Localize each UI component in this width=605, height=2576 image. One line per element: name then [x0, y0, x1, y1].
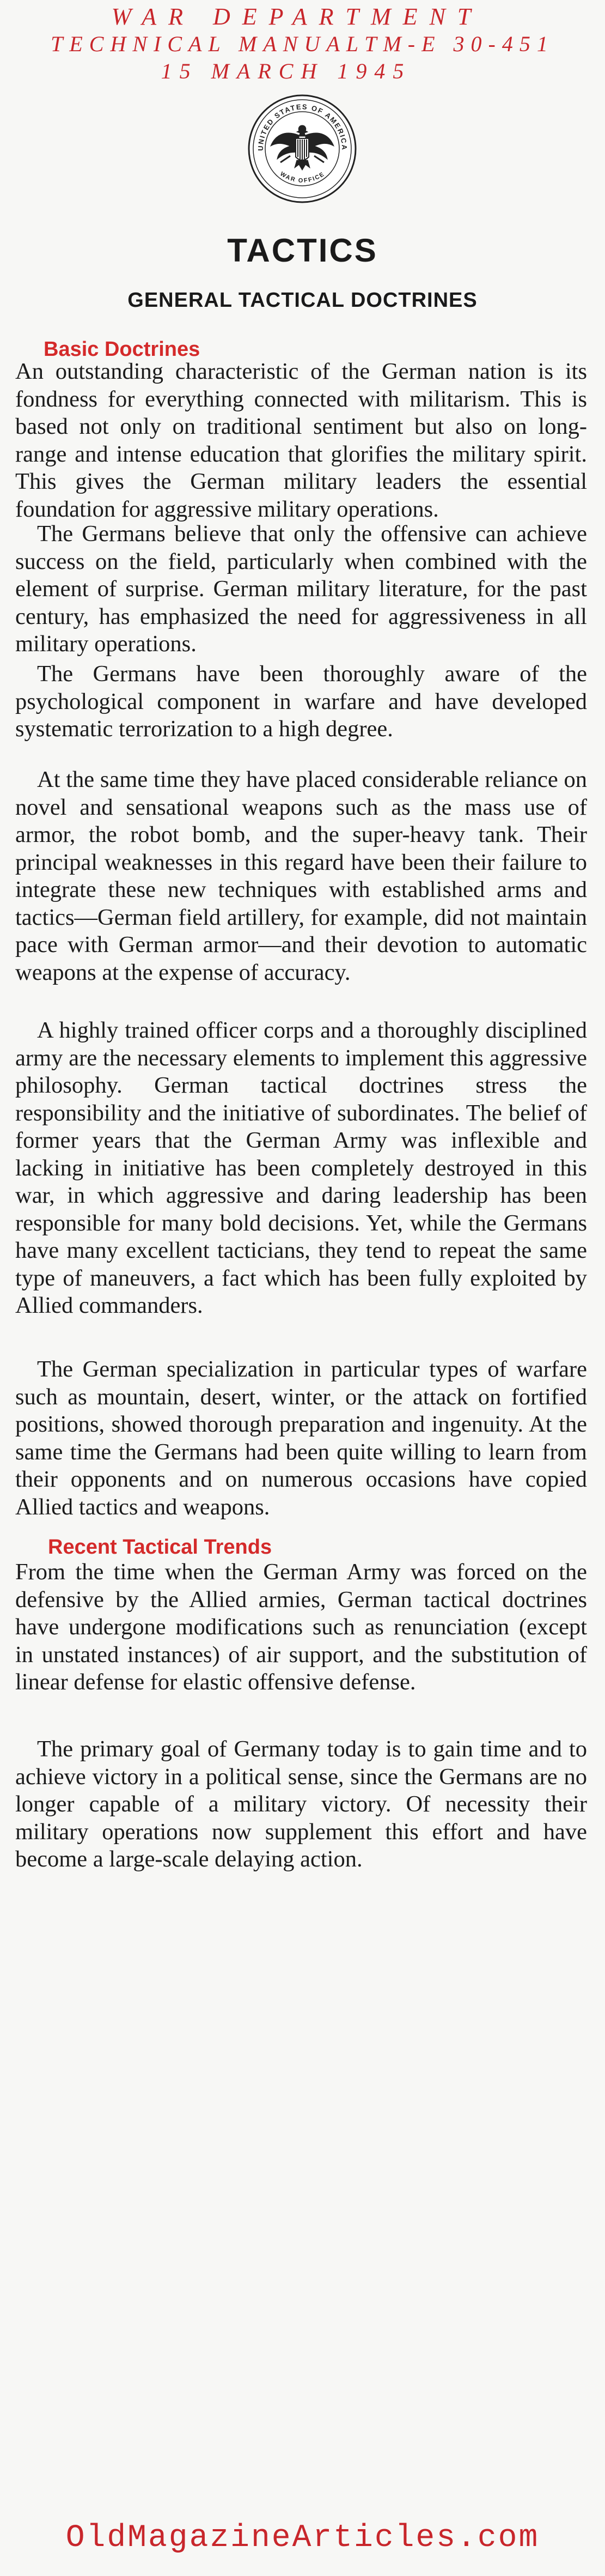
paragraph: The German specialization in particular types of warfare such as mountain, desert, winter, or the attack on fortified positions, showed thorough preparation and ingenuity. At the same time the Germans had been quite willing to learn from their opponents and on numerous occasions have copied Allied tactics and weapons.: [15, 1356, 587, 1520]
article-title: TACTICS: [227, 232, 378, 269]
svg-text:WAR OFFICE: WAR OFFICE: [279, 171, 326, 184]
header-line-department: WAR DEPARTMENT: [111, 3, 483, 30]
document-header: [0, 3, 605, 85]
war-office-seal-icon: [247, 92, 358, 206]
section-heading-basic-doctrines: Basic Doctrines: [44, 338, 200, 361]
header-line-manual: TECHNICAL MANUALTM-E 30-451: [51, 32, 554, 56]
paragraph: A highly trained officer corps and a thoroughly disciplined army are the necessary elements to implement this aggressive philosophy. German tactical doctrines stress the responsibility and the initiative of subordinates. The belief of former years that the German Army was inflexible and lacking in initiative has been completely destroyed in this war, in which aggressive and daring leadership has been responsible for many bold decisions. Yet, while the Germans have many excellent tacticians, they tend to repeat the same type of maneuvers, a fact which has been fully exploited by Allied commanders.: [15, 1017, 587, 1318]
svg-text:UNITED STATES OF AMERICA: UNITED STATES OF AMERICA: [256, 102, 349, 151]
section-heading-recent-tactical-trends: Recent Tactical Trends: [48, 1536, 272, 1559]
header-line-date: 15 MARCH 1945: [161, 59, 412, 83]
paragraph: An outstanding characteristic of the German nation is its fondness for everything connected with militarism. This is based not only on traditional sentiment but also on long-range and intense education that glorifies the military spirit. This gives the German military leaders the essential foundation for aggressive military operations.: [15, 359, 587, 522]
article-subtitle: GENERAL TACTICAL DOCTRINES: [127, 289, 478, 312]
paragraph: The primary goal of Germany today is to gain time and to achieve victory in a political sense, since the Germans are no longer capable of a military victory. Of necessity their military operations now supplement this effort and have become a large-scale delaying action.: [15, 1736, 587, 1872]
site-footer: OldMagazineArticles.com: [65, 2520, 540, 2556]
paragraph: At the same time they have placed considerable reliance on novel and sensational weapons such as the mass use of armor, the robot bomb, and the super-heavy tank. Their principal weaknesses in this regard have been their failure to integrate these new techniques with established arms and tactics—German field artillery, for example, did not maintain pace with German armor—and their devotion to automatic weapons at the expense of accuracy.: [15, 767, 587, 985]
paragraph: The Germans believe that only the offensive can achieve success on the field, particularly when combined with the element of surprise. German military literature, for the past century, has emphasized the need for aggressiveness in all military operations.: [15, 521, 587, 657]
paragraph: The Germans have been thoroughly aware of the psychological component in warfare and have developed systematic terrorization to a high degree.: [15, 661, 587, 742]
paragraph: From the time when the German Army was forced on the defensive by the Allied armies, German tactical doctrines have undergone modifications such as renunciation (except in unstated instances) of air support, and the substitution of linear defense for elastic offensive defense.: [15, 1559, 587, 1695]
